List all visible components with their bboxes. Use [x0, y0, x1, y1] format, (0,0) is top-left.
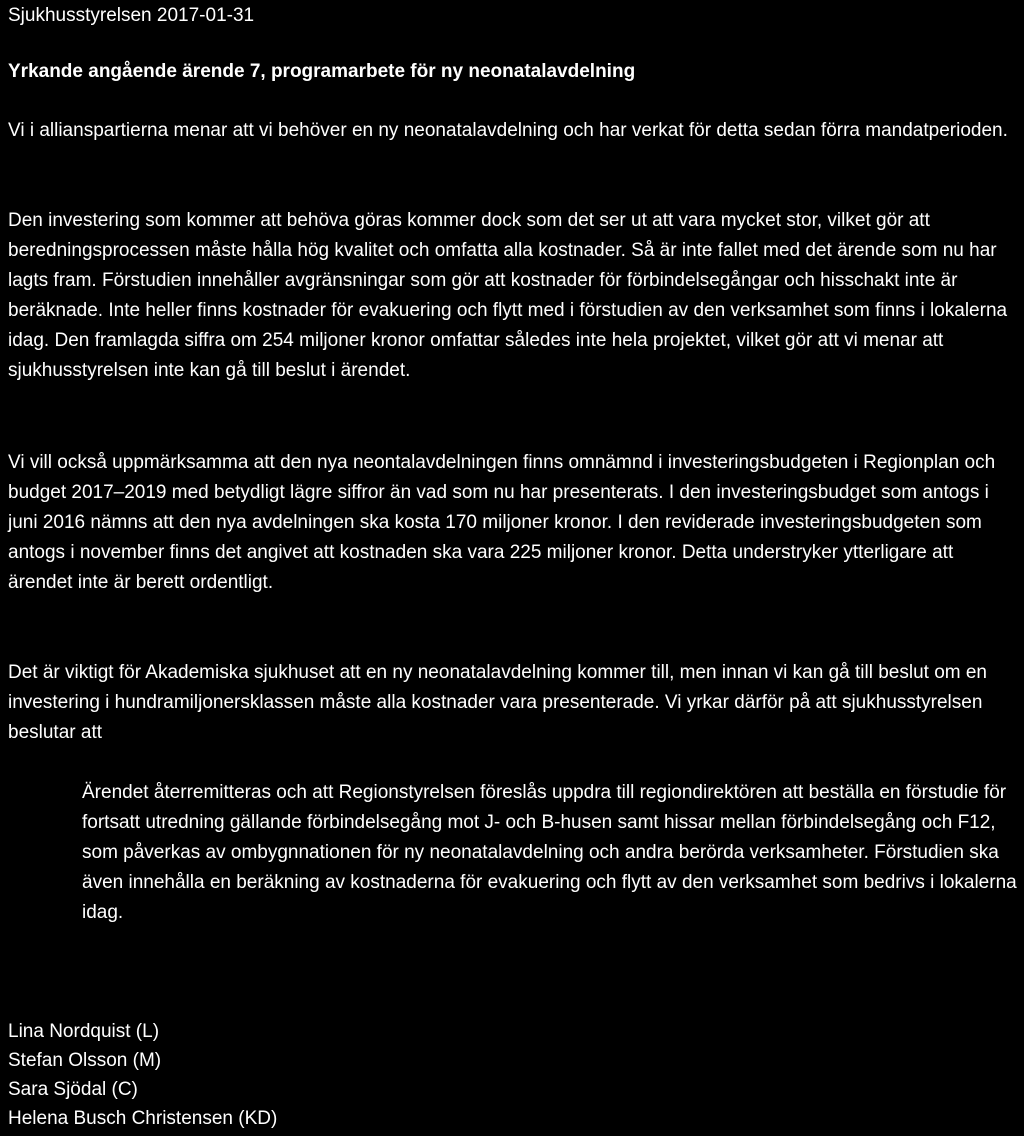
paragraph-budget: Vi vill också uppmärksamma att den nya neontalavdelningen finns omnämnd i investeringsbudgeten i Regionplan och budget 2017–2019 med betydligt lägre siffror än vad som nu har presenterats. I den investeringsbudget som antogs i juni 2016 nämns att den nya avdelningen ska kosta 170 miljoner kronor. I den reviderade investeringsbudgeten som antogs i november finns det angivet att kostnaden ska vara 225 miljoner kronor. Detta understryker ytterligare att ärendet inte är berett ordentligt.	[8, 452, 996, 593]
signature-name: Stefan Olsson (M)	[8, 1050, 162, 1071]
paragraph-proposal: Det är viktigt för Akademiska sjukhuset att en ny neonatalavdelning kommer till, men innan vi kan gå till beslut om en investering i hundramiljonersklassen måste alla kostnader vara presenterade. Vi yrkar därför på att sjukhusstyrelsen beslutar att	[8, 662, 988, 743]
document-date-header: Sjukhusstyrelsen 2017-01-31	[8, 5, 255, 26]
signature-name: Helena Busch Christensen (KD)	[8, 1108, 278, 1129]
paragraph-investment: Den investering som kommer att behöva göras kommer dock som det ser ut att vara mycket stor, vilket gör att beredningsprocessen måste hålla hög kvalitet och omfatta alla kostnader. Så är inte fallet med det ärende som nu har lagts fram. Förstudien innehåller avgränsningar som gör att kostnader för förbindelsegångar och hisschakt inte är beräknade. Inte heller finns kostnader för evakuering och flytt med i förstudien av den verksamhet som finns i lokalerna idag. Den framlagda siffra om 254 miljoner kronor omfattar således inte hela projektet, vilket gör att vi menar att sjukhusstyrelsen inte kan gå till beslut i ärendet.	[8, 210, 1008, 381]
signature-list	[8, 1017, 277, 1133]
motion-text: Ärendet återremitteras och att Regionstyrelsen föreslås uppdra till regiondirektören att beställa en förstudie för fortsatt utredning gällande förbindelsegång mot J- och B-husen samt hissar mellan förbindelsegång och F12, som påverkas av ombygnnationen för ny neonatalavdelning och andra berörda verksamheter. Förstudien ska även innehålla en beräkning av kostnaderna för evakuering och flytt av den verksamhet som bedrivs i lokalerna idag.	[82, 782, 1017, 923]
signature-name: Lina Nordquist (L)	[8, 1021, 160, 1042]
paragraph-intro: Vi i allianspartierna menar att vi behöver en ny neonatalavdelning och har verkat för detta sedan förra mandatperioden.	[8, 120, 1008, 141]
document-title: Yrkande angående ärende 7, programarbete för ny neonatalavdelning	[8, 61, 636, 82]
signature-name: Sara Sjödal (C)	[8, 1079, 138, 1100]
